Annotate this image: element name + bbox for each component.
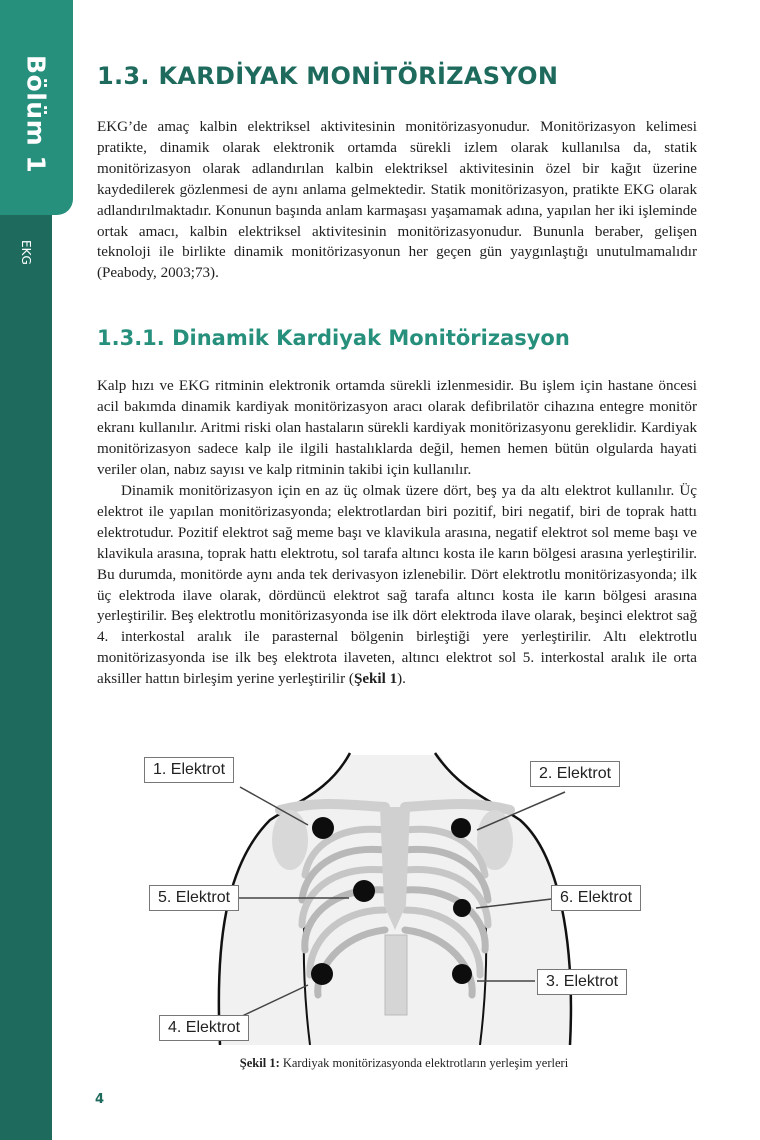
paragraph-electrodes bbox=[97, 481, 697, 690]
section-heading: 1.3. KARDİYAK MONİTÖRİZASYON bbox=[97, 62, 559, 90]
caption-label: Şekil 1: bbox=[239, 1056, 280, 1070]
label-electrode-5: 5. Elektrot bbox=[149, 885, 239, 911]
paragraph-definition: Kalp hızı ve EKG ritminin elektronik ortamda sürekli izlenmesidir. Bu işlem için hastane öncesi acil bakımda dinamik kardiyak monitörizasyon aracı olarak defibrilatör cihazına entegre monitör ekranı kullanılır. Aritmi riski olan hastaların sürekli kardiyak monitörizasyonu gereklidir. Kardiyak monitörizasyon sadece kalp ile ilgili hastalıklarda değil, hemen hemen bütün olgularda hayati veriler olan, nabız sayısı ve kalp ritminin takibi için kullanılır. bbox=[97, 378, 697, 478]
label-electrode-3: 3. Elektrot bbox=[537, 969, 627, 995]
page-number: 4 bbox=[95, 1092, 105, 1107]
chapter-tab-label: Bölüm 1 bbox=[21, 55, 51, 174]
paragraph-electrodes-end: ). bbox=[397, 671, 406, 688]
label-electrode-6: 6. Elektrot bbox=[551, 885, 641, 911]
section-label: EKG bbox=[19, 240, 33, 265]
label-electrode-1: 1. Elektrot bbox=[144, 757, 234, 783]
label-electrode-2: 2. Elektrot bbox=[530, 761, 620, 787]
figure-reference: Şekil 1 bbox=[353, 671, 398, 688]
figure-caption bbox=[0, 1056, 760, 1071]
chapter-tab bbox=[0, 0, 73, 215]
label-electrode-4: 4. Elektrot bbox=[159, 1015, 249, 1041]
caption-text: Kardiyak monitörizasyonda elektrotların yerleşim yerleri bbox=[279, 1056, 569, 1070]
subsection-heading: 1.3.1. Dinamik Kardiyak Monitörizasyon bbox=[97, 326, 570, 350]
paragraph-intro: EKG’de amaç kalbin elektriksel aktivitesinin monitörizasyonudur. Monitörizasyon kelimesi pratikte, dinamik olarak elektronik ortamda sürekli izlem olarak kullanılsa da, statik monitörizasyon olarak adlandırılan kalbin elektriksel aktivitesinin özel bir kağıt üzerine kaydedilerek gözlenmesi de aynı anlama gelmektedir. Statik monitörizasyon, pratikte EKG olarak adlandırılmaktadır. Konunun başında anlam karmaşası yaşamamak adına, yapılan her iki işleminde ortak amacı, kalbin elektriksel aktivitesinin monitörizasyonudur. Bununla beraber, gelişen teknoloji ile birlikte dinamik monitörizasyonun her geçen gün yaygınlaştığı unutulmamalıdır (Peabody, 2003;73). bbox=[97, 119, 697, 282]
electrode-placement-figure bbox=[130, 745, 635, 1045]
paragraph-electrodes-text: Dinamik monitörizasyon için en az üç olmak üzere dört, beş ya da altı elektrot kullanılır. Üç elektrot ile yapılan monitörizasyonda; elektrotlardan biri pozitif, biri negatif, biri de toprak hattı elektrotudur. Pozitif elektrot sağ meme başı ve klavikula arasına, negatif elektrot sol meme başı ve klavikula arasına, toprak hattı elektrotu, sol tarafa altıncı kosta ile karın bölgesi arasına yerleştirilir. Bu durumda, monitörde aynı anda tek derivasyon izlenebilir. Dört elektrotlu monitörizasyonda; ilk üç elektroda ilave olarak, dördüncü elektrot sağ tarafa altıncı kosta ile karın bölgesi arasına yerleştirilir. Beş elektrotlu monitörizasyonda ise ilk dört elektroda ilave olarak, beşinci elektrot sağ 4. interkostal aralık ile parasternal bölgenin birleştiği yere yerleştirilir. Altı elektrotlu monitörizasyonda ise ilk beş elektrota ilaveten, altıncı elektrot sol 5. interkostal aralık ile orta aksiller hattın birleşim yerine yerleştirilir ( bbox=[97, 483, 697, 688]
